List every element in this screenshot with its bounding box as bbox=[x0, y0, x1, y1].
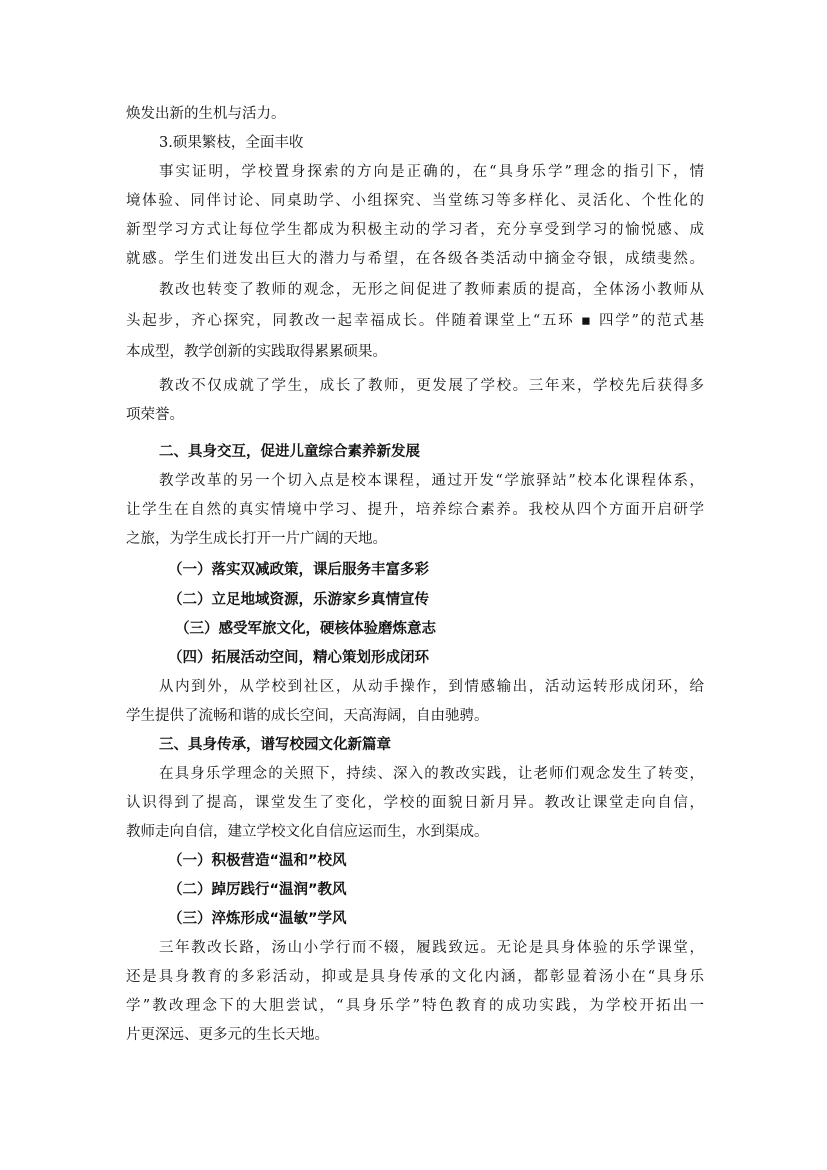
paragraph-line: 头起步，齐心探究，同教改一起幸福成长。伴随着课堂上“五环 ▪ 四学”的范式基 bbox=[126, 313, 704, 329]
paragraph-line: 教师走向自信，建立学校文化自信应运而生，水到渠成。 bbox=[126, 824, 489, 840]
paragraph-line: 片更深远、更多元的生长天地。 bbox=[126, 1027, 329, 1043]
paragraph-line: 就感。学生们迸发出巨大的潜力与希望，在各级各类活动中摘金夺银，成绩斐然。 bbox=[126, 251, 704, 267]
paragraph-line: 三年教改长路，汤山小学行而不辍，履践致远。无论是具身体验的乐学课堂， bbox=[159, 940, 704, 956]
paragraph-line: 教学改革的另一个切入点是校本课程，通过开发“学旅驿站”校本化课程体系， bbox=[159, 473, 704, 489]
paragraph-line: 还是具身教育的多彩活动，抑或是具身传承的文化内涵，都彰显着汤小在“具身乐 bbox=[126, 969, 704, 985]
paragraph-line: 新型学习方式让每位学生都成为积极主动的学习者，充分享受到学习的愉悦感、成 bbox=[126, 222, 704, 238]
paragraph-line: 事实证明，学校置身探索的方向是正确的，在“具身乐学”理念的指引下，情 bbox=[159, 164, 704, 180]
paragraph-line: 教改也转变了教师的观念，无形之间促进了教师素质的提高，全体汤小教师从 bbox=[159, 282, 704, 298]
section-heading: 二、具身交互，促进儿童综合素养新发展 bbox=[159, 444, 420, 460]
subsection-heading: （三）感受军旅文化，硬核体验磨炼意志 bbox=[175, 621, 436, 637]
subsection-heading: （一）积极营造“温和”校风 bbox=[168, 853, 347, 869]
subsection-heading: （二）立足地域资源，乐游家乡真情宣传 bbox=[168, 592, 429, 608]
paragraph-line: 境体验、同伴讨论、同桌助学、小组探究、当堂练习等多样化、灵活化、个性化的 bbox=[126, 193, 704, 209]
subsection-heading: （二）踔厉践行“温润”教风 bbox=[168, 882, 347, 898]
paragraph-line: 本成型，教学创新的实践取得累累硕果。 bbox=[126, 344, 387, 360]
subsection-heading: （四）拓展活动空间，精心策划形成闭环 bbox=[168, 650, 429, 666]
paragraph-line: 学”教改理念下的大胆尝试，“具身乐学”特色教育的成功实践，为学校开拓出一 bbox=[126, 998, 704, 1014]
paragraph-line: 让学生在自然的真实情境中学习、提升，培养综合素养。我校从四个方面开启研学 bbox=[126, 502, 704, 518]
paragraph-line: 焕发出新的生机与活力。 bbox=[126, 106, 286, 122]
paragraph-line: 教改不仅成就了学生，成长了教师，更发展了学校。三年来，学校先后获得多 bbox=[159, 378, 704, 394]
paragraph-line: 之旅，为学生成长打开一片广阔的天地。 bbox=[126, 531, 387, 547]
section-heading: 3.硕果繁枝，全面丰收 bbox=[159, 135, 304, 151]
paragraph-line: 从内到外，从学校到社区，从动手操作，到情感输出，活动运转形成闭环，给 bbox=[159, 679, 704, 695]
section-heading: 三、具身传承，谱写校园文化新篇章 bbox=[159, 737, 391, 753]
paragraph-line: 在具身乐学理念的关照下，持续、深入的教改实践，让老师们观念发生了转变， bbox=[159, 766, 704, 782]
paragraph-line: 学生提供了流畅和谐的成长空间，天高海阔，自由驰骋。 bbox=[126, 708, 489, 724]
paragraph-line: 项荣誉。 bbox=[126, 407, 184, 423]
subsection-heading: （一）落实双减政策，课后服务丰富多彩 bbox=[168, 562, 429, 578]
paragraph-line: 认识得到了提高，课堂发生了变化，学校的面貌日新月异。教改让课堂走向自信， bbox=[126, 795, 704, 811]
subsection-heading: （三）淬炼形成“温敏”学风 bbox=[168, 911, 347, 927]
